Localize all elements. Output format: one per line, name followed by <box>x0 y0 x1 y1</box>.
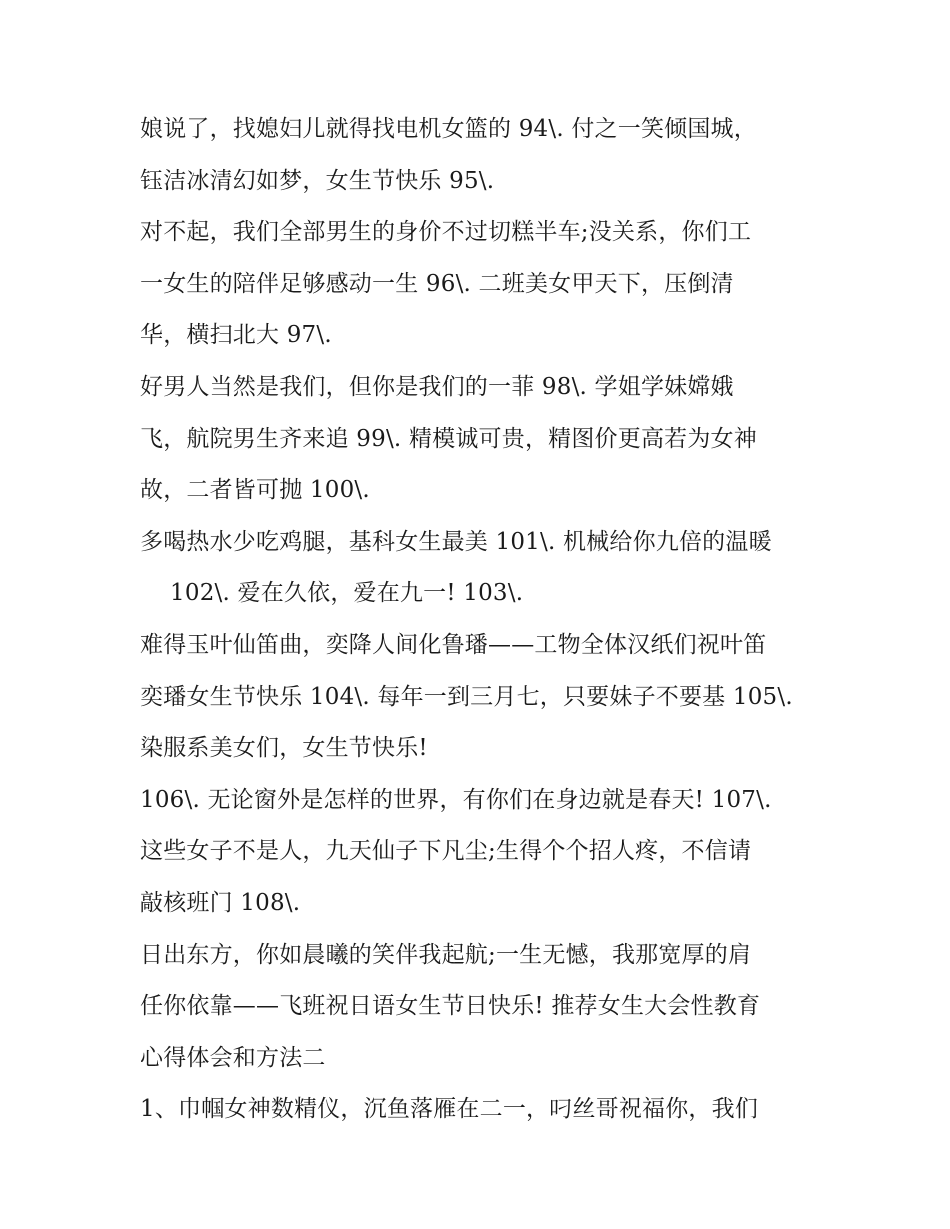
document-body <box>140 104 830 1136</box>
text-line: 娘说了，找媳妇儿就得找电机女篮的 94\. 付之一笑倾国城， <box>140 116 757 142</box>
text-line: 106\. 无论窗外是怎样的世界，有你们在身边就是春天! 107\. <box>140 786 772 813</box>
text-line: 这些女子不是人，九天仙子下凡尘;生得个个招人疼，不信请 <box>140 838 752 865</box>
text-line: 钰洁冰清幻如梦，女生节快乐 95\. <box>140 167 495 194</box>
text-line: 难得玉叶仙笛曲，奕降人间化鲁璠——工物全体汉纸们祝叶笛 <box>140 631 767 658</box>
text-line: 华，横扫北大 97\. <box>140 322 332 349</box>
text-line: 任你依靠——飞班祝日语女生节日快乐! 推荐女生大会性教育 <box>140 993 761 1020</box>
text-line: 心得体会和方法二 <box>140 1044 326 1071</box>
text-line: 一女生的陪伴足够感动一生 96\. 二班美女甲天下，压倒清 <box>140 270 734 297</box>
text-line: 1、巾帼女神数精仪，沉鱼落雁在二一，叼丝哥祝福你，我们 <box>140 1096 759 1123</box>
text-line: 102\. 爱在久依，爱在九一! 103\. <box>140 580 524 607</box>
text-line: 故，二者皆可抛 100\. <box>140 477 370 504</box>
text-line: 日出东方，你如晨曦的笑伴我起航;一生无憾，我那宽厚的肩 <box>140 941 752 968</box>
text-line: 敲核班门 108\. <box>140 889 301 916</box>
text-line: 多喝热水少吃鸡腿，基科女生最美 101\. 机械给你九倍的温暖 <box>140 528 772 555</box>
text-line: 飞，航院男生齐来追 99\. 精模诚可贵，精图价更高若为女神 <box>140 425 757 452</box>
text-line: 对不起，我们全部男生的身价不过切糕半车;没关系，你们工 <box>140 219 752 246</box>
text-line: 染服系美女们，女生节快乐! <box>140 735 428 762</box>
text-line: 奕璠女生节快乐 104\. 每年一到三月七，只要妹子不要基 105\. <box>140 683 793 710</box>
text-line: 好男人当然是我们，但你是我们的一菲 98\. 学姐学妹嫦娥 <box>140 373 734 400</box>
